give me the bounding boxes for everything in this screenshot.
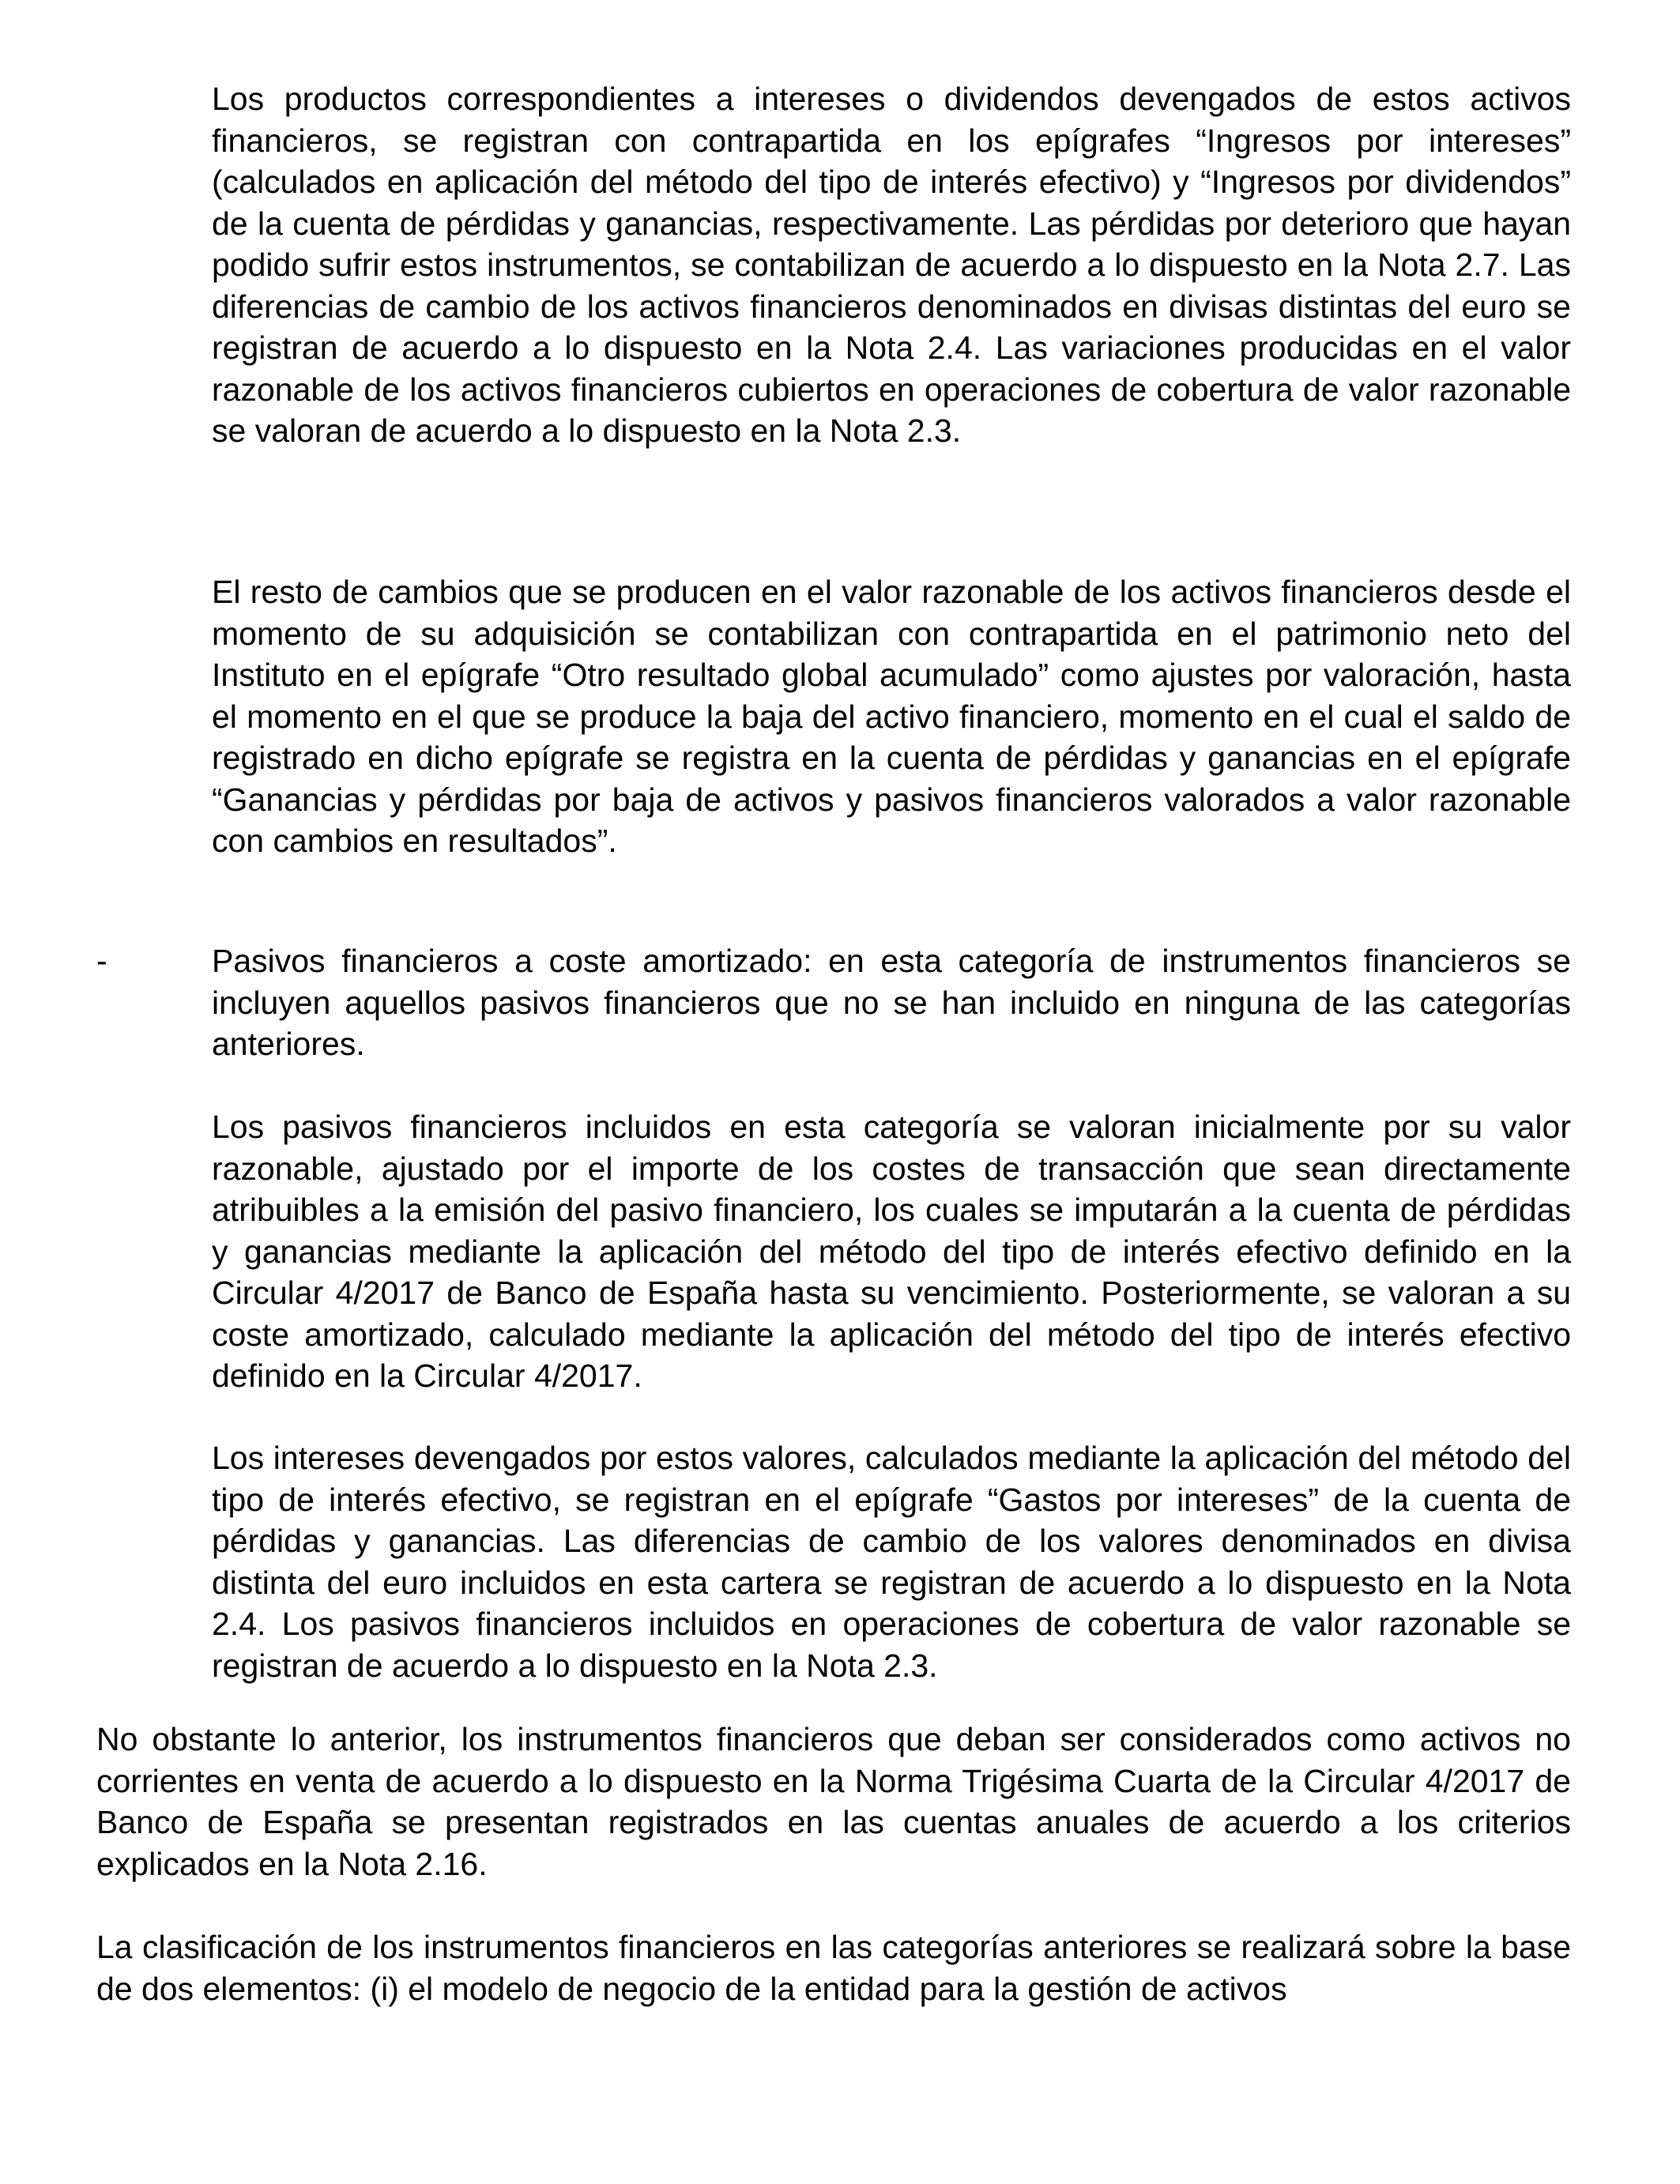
- paragraph-interest-dividend-income: Los productos correspondientes a intereses o dividendos devengados de estos activos financieros, se registran con contrapartida en los epígrafes “Ingresos por intereses” (calculados en aplicación del método del tipo de interés efectivo) y “Ingresos por dividendos” de la cuenta de pérdidas y ganancias, respectivamente. Las pérdidas por deterioro que hayan podido sufrir estos instrumentos, se contabilizan de acuerdo a lo dispuesto en la Nota 2.7. Las diferencias de cambio de los activos financieros denominados en divisas distintas del euro se registran de acuerdo a lo dispuesto en la Nota 2.4. Las variaciones producidas en el valor razonable de los activos financieros cubiertos en operaciones de cobertura de valor razonable se valoran de acuerdo a lo dispuesto en la Nota 2.3.: [212, 81, 1571, 449]
- paragraph-liabilities-initial-valuation: Los pasivos financieros incluidos en esta categoría se valoran inicialmente por su valor razonable, ajustado por el importe de los costes de transacción que sean directamente atribuibles a la emisión del pasivo financiero, los cuales se imputarán a la cuenta de pérdidas y ganancias mediante la aplicación del método del tipo de interés efectivo definido en la Circular 4/2017 de Banco de España hasta su vencimiento. Posteriormente, se valoran a su coste amortizado, calculado mediante la aplicación del método del tipo de interés efectivo definido en la Circular 4/2017.: [212, 1109, 1571, 1394]
- list-bullet-dash: -: [96, 943, 107, 979]
- paragraph-accrued-interest-liabilities: Los intereses devengados por estos valores, calculados mediante la aplicación del método del tipo de interés efectivo, se registran en el epígrafe “Gastos por intereses” de la cuenta de pérdidas y ganancias. Las diferencias de cambio de los valores denominados en divisa distinta del euro incluidos en esta cartera se registran de acuerdo a lo dispuesto en la Nota 2.4. Los pasivos financieros incluidos en operaciones de cobertura de valor razonable se registran de acuerdo a lo dispuesto en la Nota 2.3.: [212, 1440, 1571, 1684]
- paragraph-classification-criteria: La clasificación de los instrumentos financieros en las categorías anteriores se realizará sobre la base de dos elementos: (i) el modelo de negocio de la entidad para la gestión de activos: [96, 1929, 1571, 2007]
- paragraph-amortized-cost-liabilities: Pasivos financieros a coste amortizado: en esta categoría de instrumentos financieros se incluyen aquellos pasivos financieros que no se han incluido en ninguna de las categorías anteriores.: [212, 943, 1571, 1062]
- paragraph-fair-value-changes: El resto de cambios que se producen en el valor razonable de los activos financieros desde el momento de su adquisición se contabilizan con contrapartida en el patrimonio neto del Instituto en el epígrafe “Otro resultado global acumulado” como ajustes por valoración, hasta el momento en el que se produce la baja del activo financiero, momento en el cual el saldo de registrado en dicho epígrafe se registra en la cuenta de pérdidas y ganancias en el epígrafe “Ganancias y pérdidas por baja de activos y pasivos financieros valorados a valor razonable con cambios en resultados”.: [212, 574, 1571, 859]
- paragraph-non-current-assets-for-sale: No obstante lo anterior, los instrumentos financieros que deban ser considerados como activos no corrientes en venta de acuerdo a lo dispuesto en la Norma Trigésima Cuarta de la Circular 4/2017 de Banco de España se presentan registrados en las cuentas anuales de acuerdo a los criterios explicados en la Nota 2.16.: [96, 1721, 1571, 1882]
